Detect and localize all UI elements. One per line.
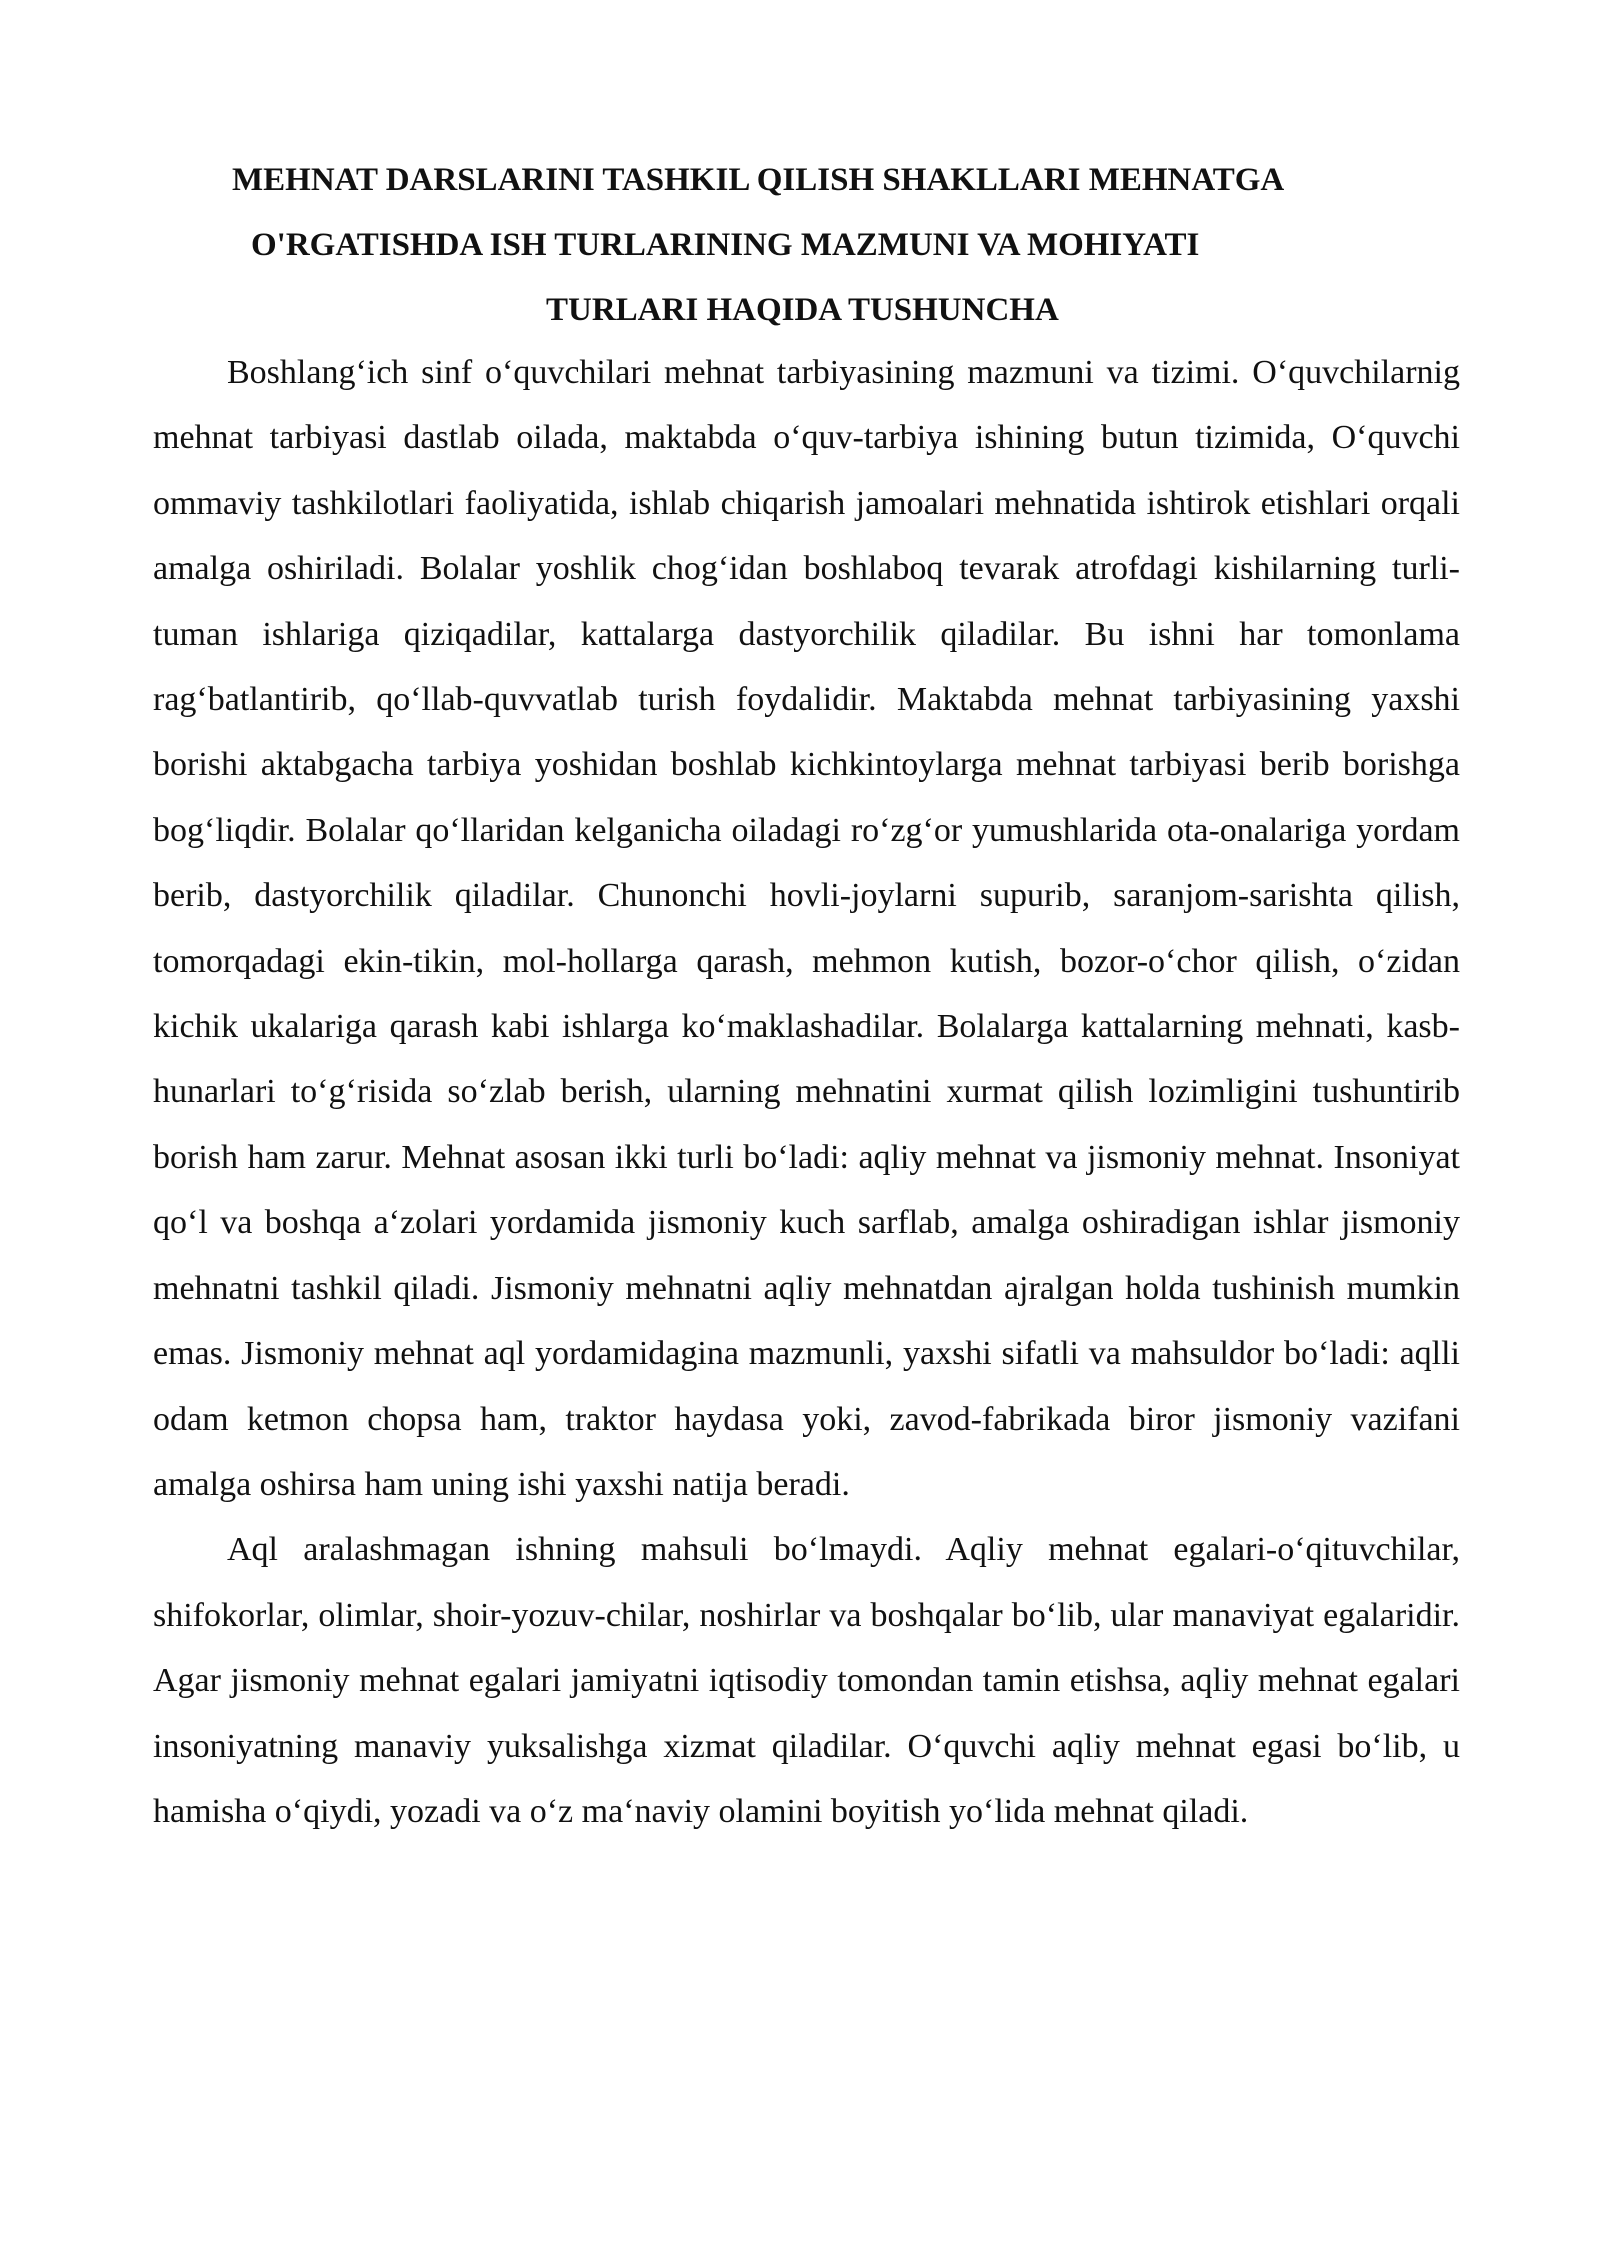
title-line-3: TURLARI HAQIDA TUSHUNCHA (546, 292, 1059, 328)
document-title (150, 148, 1460, 343)
paragraph-1: Boshlang‘ich sinf o‘quvchilari mehnat tarbiyasining mazmuni va tizimi. O‘quvchilarnig mehnat tarbiyasi dastlab oilada, maktabda o‘quv-tarbiya ishining butun tizimida, O‘quvchi ommaviy tashkilotlari faoliyatida, ishlab chiqarish jamoalari mehnatida ishtirok etishlari orqali amalga oshiriladi. Bolalar yoshlik chog‘idan boshlaboq tevarak atrofdagi kishilarning turli-tuman ishlariga qiziqadilar, kattalarga dastyorchilik qiladilar. Bu ishni har tomonlama rag‘batlantirib, qo‘llab-quvvatlab turish foydalidir. Maktabda mehnat tarbiyasining yaxshi borishi aktabgacha tarbiya yoshidan boshlab kichkintoylarga mehnat tarbiyasi berib borishga bog‘liqdir. Bolalar qo‘llaridan kelganicha oiladagi ro‘zg‘or yumushlarida ota-onalariga yordam berib, dastyorchilik qiladilar. Chunonchi hovli-joylarni supurib, saranjom-sarishta qilish, tomorqadagi ekin-tikin, mol-hollarga qarash, mehmon kutish, bozor-o‘chor qilish, o‘zidan kichik ukalariga qarash kabi ishlarga ko‘maklashadilar. Bolalarga kattalarning mehnati, kasb-hunarlari to‘g‘risida so‘zlab berish, ularning mehnatini xurmat qilish lozimligini tushuntirib borish ham zarur. Mehnat asosan ikki turli bo‘ladi: aqliy mehnat va jismoniy mehnat. Insoniyat qo‘l va boshqa a‘zolari yordamida jismoniy kuch sarflab, amalga oshiradigan ishlar jismoniy mehnatni tashkil qiladi. Jismoniy mehnatni aqliy mehnatdan ajralgan holda tushinish mumkin emas. Jismoniy mehnat aql yordamidagina mazmunli, yaxshi sifatli va mahsuldor bo‘ladi: aqlli odam ketmon chopsa ham, traktor haydasa yoki, zavod-fabrikada biror jismoniy vazifani amalga oshirsa ham uning ishi yaxshi natija beradi. (153, 354, 1460, 1503)
document-body (153, 340, 1460, 1844)
title-line-2: O'RGATISHDA ISH TURLARINING MAZMUNI VA MOHIYATI (251, 227, 1200, 263)
paragraph-2: Aql aralashmagan ishning mahsuli bo‘lmaydi. Aqliy mehnat egalari-o‘qituvchilar, shifokorlar, olimlar, shoir-yozuv-chilar, noshirlar va boshqalar bo‘lib, ular manaviyat egalaridir. Agar jismoniy mehnat egalari jamiyatni iqtisodiy tomondan tamin etishsa, aqliy mehnat egalari insoniyatning manaviy yuksalishga xizmat qiladilar. O‘quvchi aqliy mehnat egasi bo‘lib, u hamisha o‘qiydi, yozadi va o‘z ma‘naviy olamini boyitish yo‘lida mehnat qiladi. (153, 1531, 1460, 1830)
title-line-1: MEHNAT DARSLARINI TASHKIL QILISH SHAKLLARI MEHNATGA (232, 162, 1285, 198)
